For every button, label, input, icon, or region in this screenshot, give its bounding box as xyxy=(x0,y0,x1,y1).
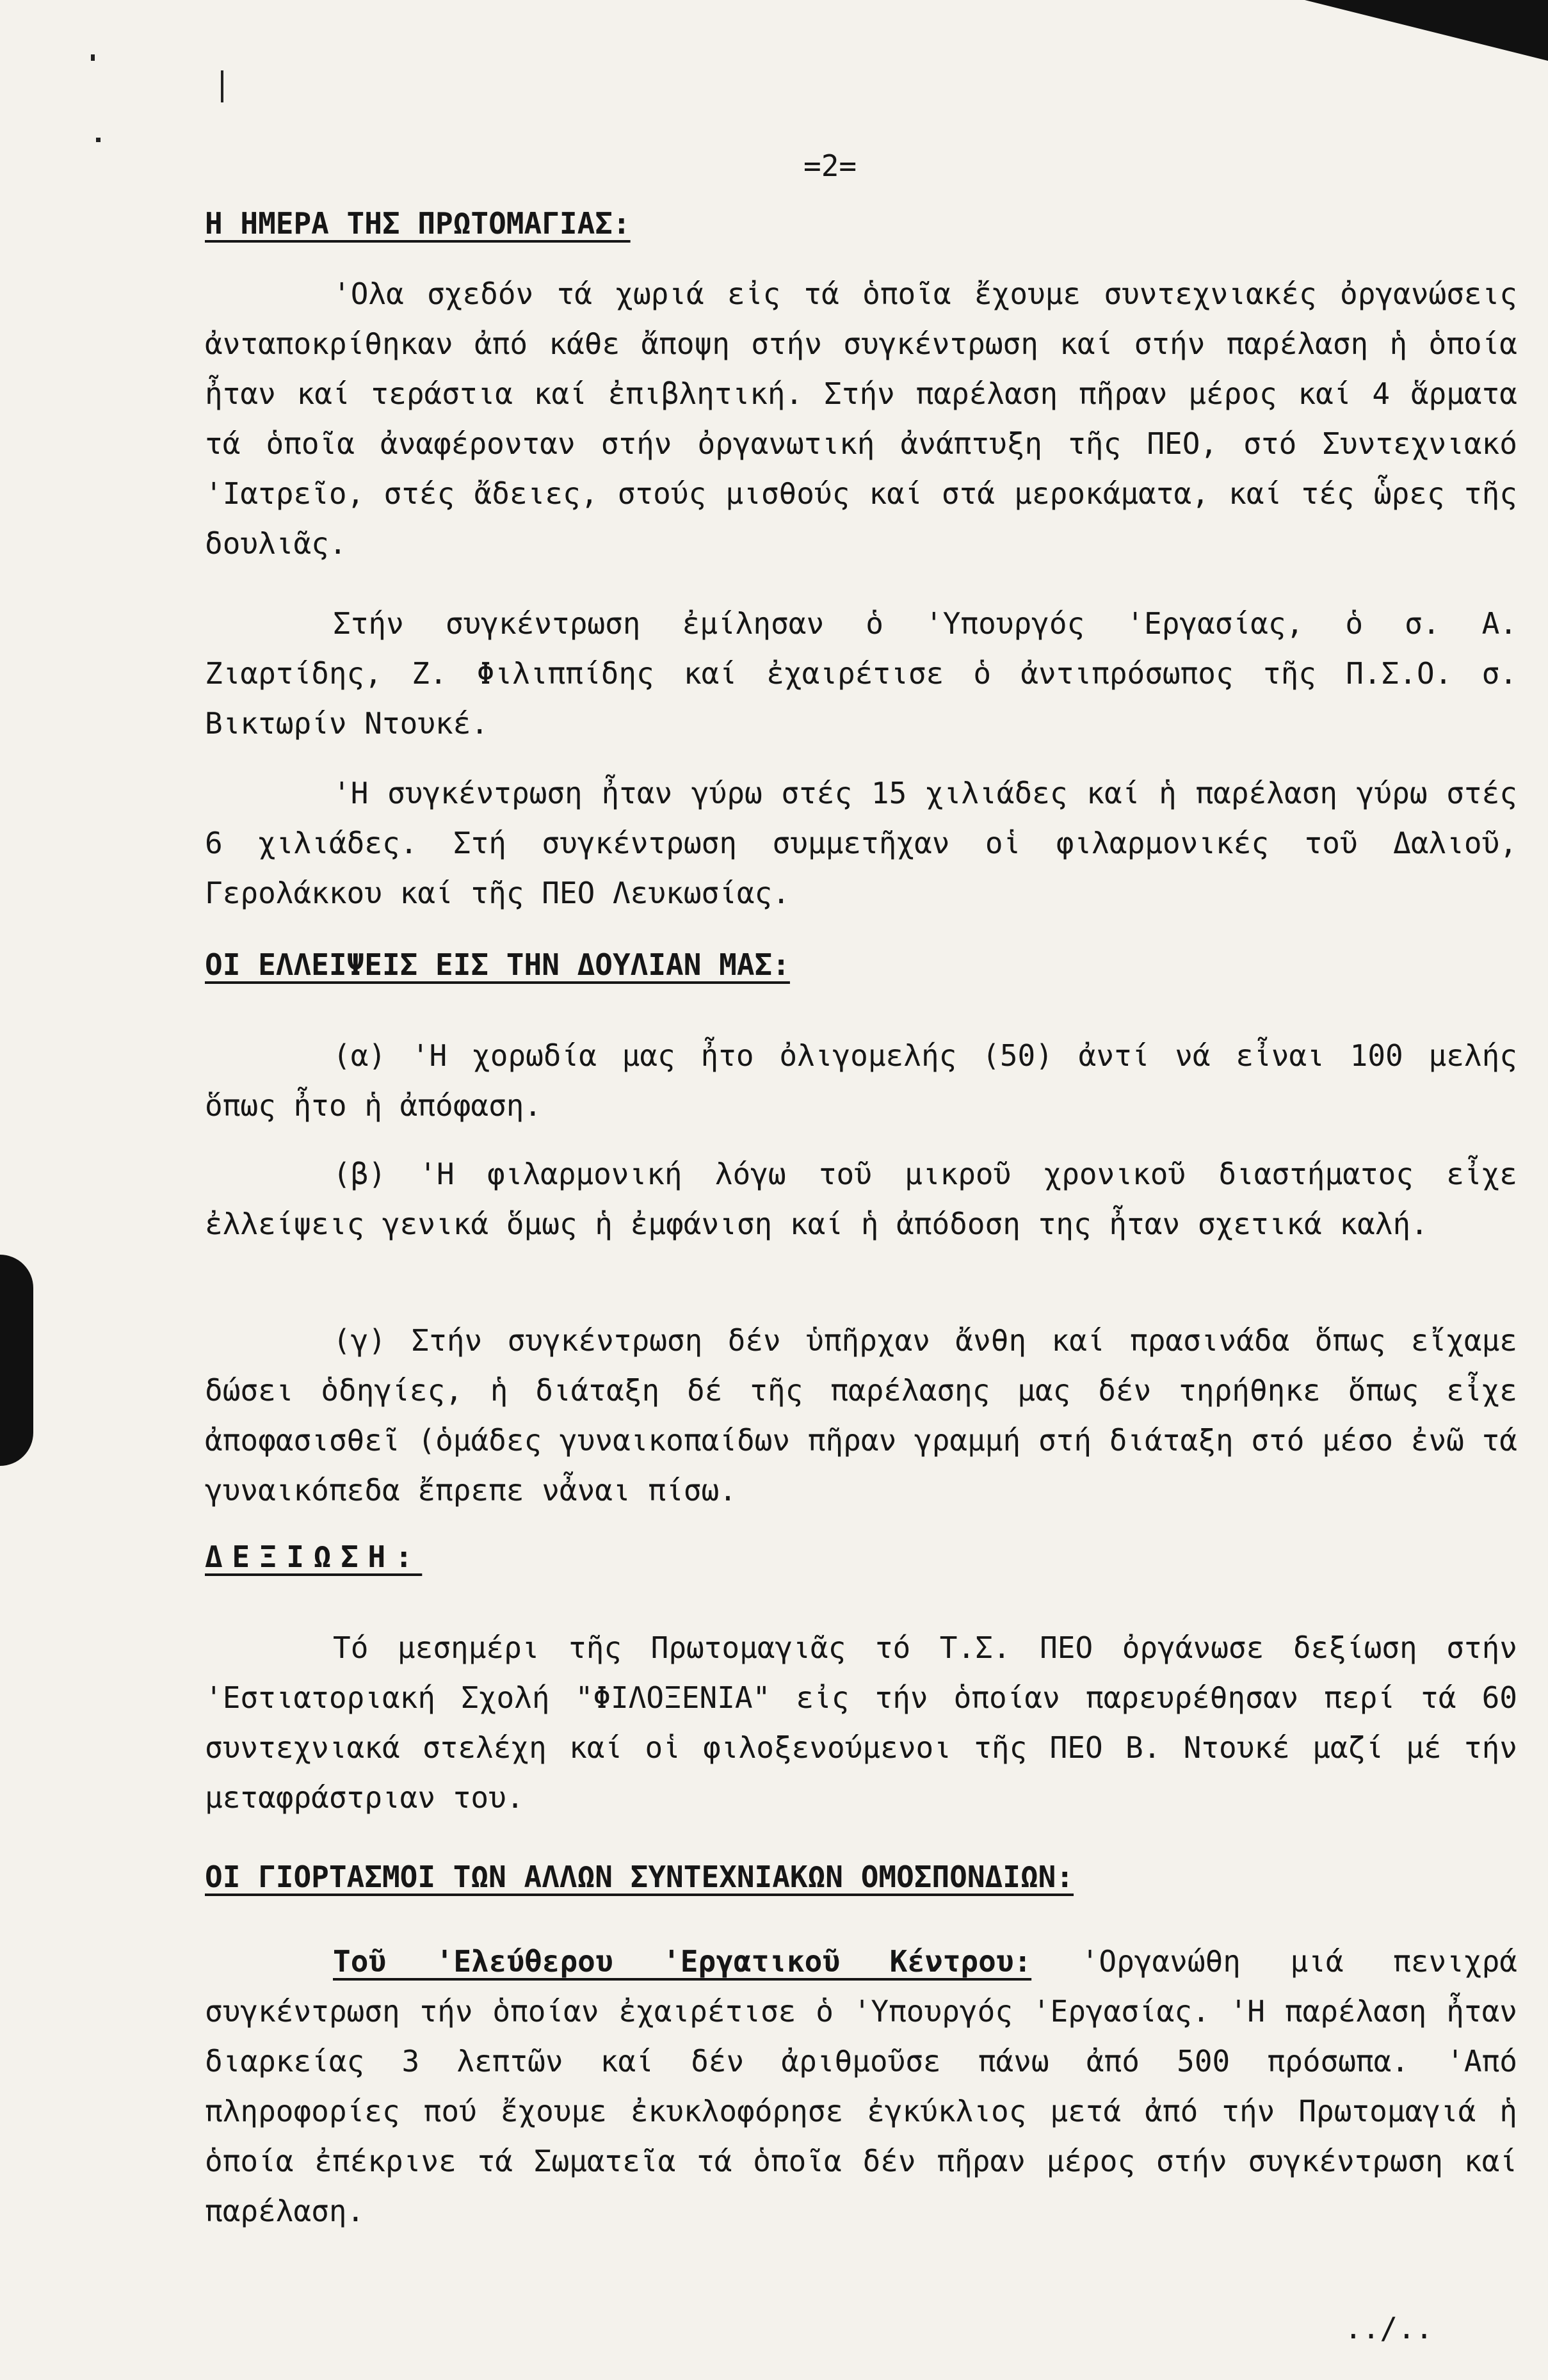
paragraph-free-labour-centre xyxy=(205,1936,1517,2236)
paragraph-reception: Τό μεσημέρι τῆς Πρωτομαγιᾶς τό Τ.Σ. ΠΕΟ ὀργάνωσε δεξίωση στήν 'Εστιατοριακή Σχολή "ΦΙΛΟΞΕΝΙΑ" εἰς τήν ὁποίαν παρευρέθησαν περί τά 60 συντεχνιακά στελέχη καί οἱ φιλοξενούμενοι τῆς ΠΕΟ Β. Ντουκέ μαζί μέ τήν μεταφράστριαν του. xyxy=(205,1630,1517,1815)
section-heading-shortcomings: ΟΙ ΕΛΛΕΙΨΕΙΣ ΕΙΣ ΤΗΝ ΔΟΥΛΙΑΝ ΜΑΣ: xyxy=(205,947,790,982)
paragraph-may-day-1: 'Ολα σχεδόν τά χωριά εἰς τά ὁποῖα ἔχουμε συντεχνιακές ὀργανώσεις ἀνταποκρίθηκαν ἀπό κάθε ἄποψη στήν συγκέντρωση καί στήν παρέλαση ἡ ὁποία ἦταν καί τεράστια καί ἐπιβλητική. Στήν παρέλαση πῆραν μέρος καί 4 ἅρματα τά ὁποῖα ἀναφέρονταν στήν ὀργανωτική ἀνάπτυξη τῆς ΠΕΟ, στό Συντεχνιακό 'Ιατρεῖο, στές ἄδειες, στούς μισθούς καί στά μεροκάματα, καί τές ὧρες τῆς δουλιᾶς. xyxy=(205,277,1517,561)
paragraph-may-day-2: Στήν συγκέντρωση ἐμίλησαν ὁ 'Υπουργός 'Εργασίας, ὁ σ. Α. Ζιαρτίδης, Ζ. Φιλιππίδης καί ἐχαιρέτισε ὁ ἀντιπρόσωπος τῆς Π.Σ.Ο. σ. Βικτωρίν Ντουκέ. xyxy=(205,606,1517,741)
paragraph-may-day-3: 'Η συγκέντρωση ἦταν γύρω στές 15 χιλιάδες καί ἡ παρέλαση γύρω στές 6 χιλιάδες. Στή συγκέντρωση συμμετῆχαν οἱ φιλαρμονικές τοῦ Δαλιοῦ, Γερολάκκου καί τῆς ΠΕΟ Λευκωσίας. xyxy=(205,776,1517,910)
scan-punch-hole-shadow xyxy=(0,1255,33,1466)
paragraph-free-labour-centre-text: 'Οργανώθη μιά πενιχρά συγκέντρωση τήν ὁποίαν ἐχαιρέτισε ὁ 'Υπουργός 'Εργασίας. 'Η παρέλαση ἦταν διαρκείας 3 λεπτῶν καί δέν ἀριθμοῦσε πάνω ἀπό 500 πρόσωπα. 'Από πληροφορίες πού ἔχουμε ἐκυκλοφόρησε ἐγκύκλιος μετά ἀπό τήν Πρωτομαγιά ἡ ὁποία ἐπέκρινε τά Σωματεῖα τά ὁποῖα δέν πῆραν μέρος στήν συγκέντρωση καί παρέλαση. xyxy=(205,1944,1517,2228)
subheading-free-labour-centre: Τοῦ 'Ελεύθερου 'Εργατικοῦ Κέντρου: xyxy=(333,1944,1032,1979)
section-heading-reception: ΔΕΞΙΩΣΗ: xyxy=(205,1540,423,1574)
list-item-rally: (γ) Στήν συγκέντρωση δέν ὑπῆρχαν ἄνθη καί πρασινάδα ὅπως εἴχαμε δώσει ὁδηγίες, ἡ διάταξη δέ τῆς παρέλασης μας δέν τηρήθηκε ὅπως εἶχε ἀποφασισθεῖ (ὁμάδες γυναικοπαίδων πῆραν γραμμή στή διάταξη στό μέσο ἐνῶ τά γυναικόπεδα ἔπρεπε νἆναι πίσω. xyxy=(205,1323,1517,1508)
scan-speck xyxy=(96,138,101,142)
page-number: =2= xyxy=(803,149,857,183)
scan-corner-shadow xyxy=(1305,0,1548,61)
scan-speck xyxy=(91,54,95,61)
section-heading-other-federations: ΟΙ ΓΙΟΡΤΑΣΜΟΙ ΤΩΝ ΑΛΛΩΝ ΣΥΝΤΕΧΝΙΑΚΩΝ ΟΜΟΣΠΟΝΔΙΩΝ: xyxy=(205,1860,1074,1894)
section-heading-may-day: Η ΗΜΕΡΑ ΤΗΣ ΠΡΩΤΟΜΑΓΙΑΣ: xyxy=(205,206,631,241)
continuation-mark: ../.. xyxy=(1344,2311,1433,2345)
scan-speck xyxy=(221,70,223,102)
list-item-band: (β) 'Η φιλαρμονική λόγω τοῦ μικροῦ χρονικοῦ διαστήματος εἶχε ἐλλείψεις γενικά ὅμως ἡ ἐμφάνιση καί ἡ ἀπόδοση της ἦταν σχετικά καλή. xyxy=(205,1157,1517,1241)
list-item-choir: (α) 'Η χορωδία μας ἦτο ὀλιγομελής (50) ἀντί νά εἶναι 100 μελής ὅπως ἦτο ἡ ἀπόφαση. xyxy=(205,1038,1517,1123)
